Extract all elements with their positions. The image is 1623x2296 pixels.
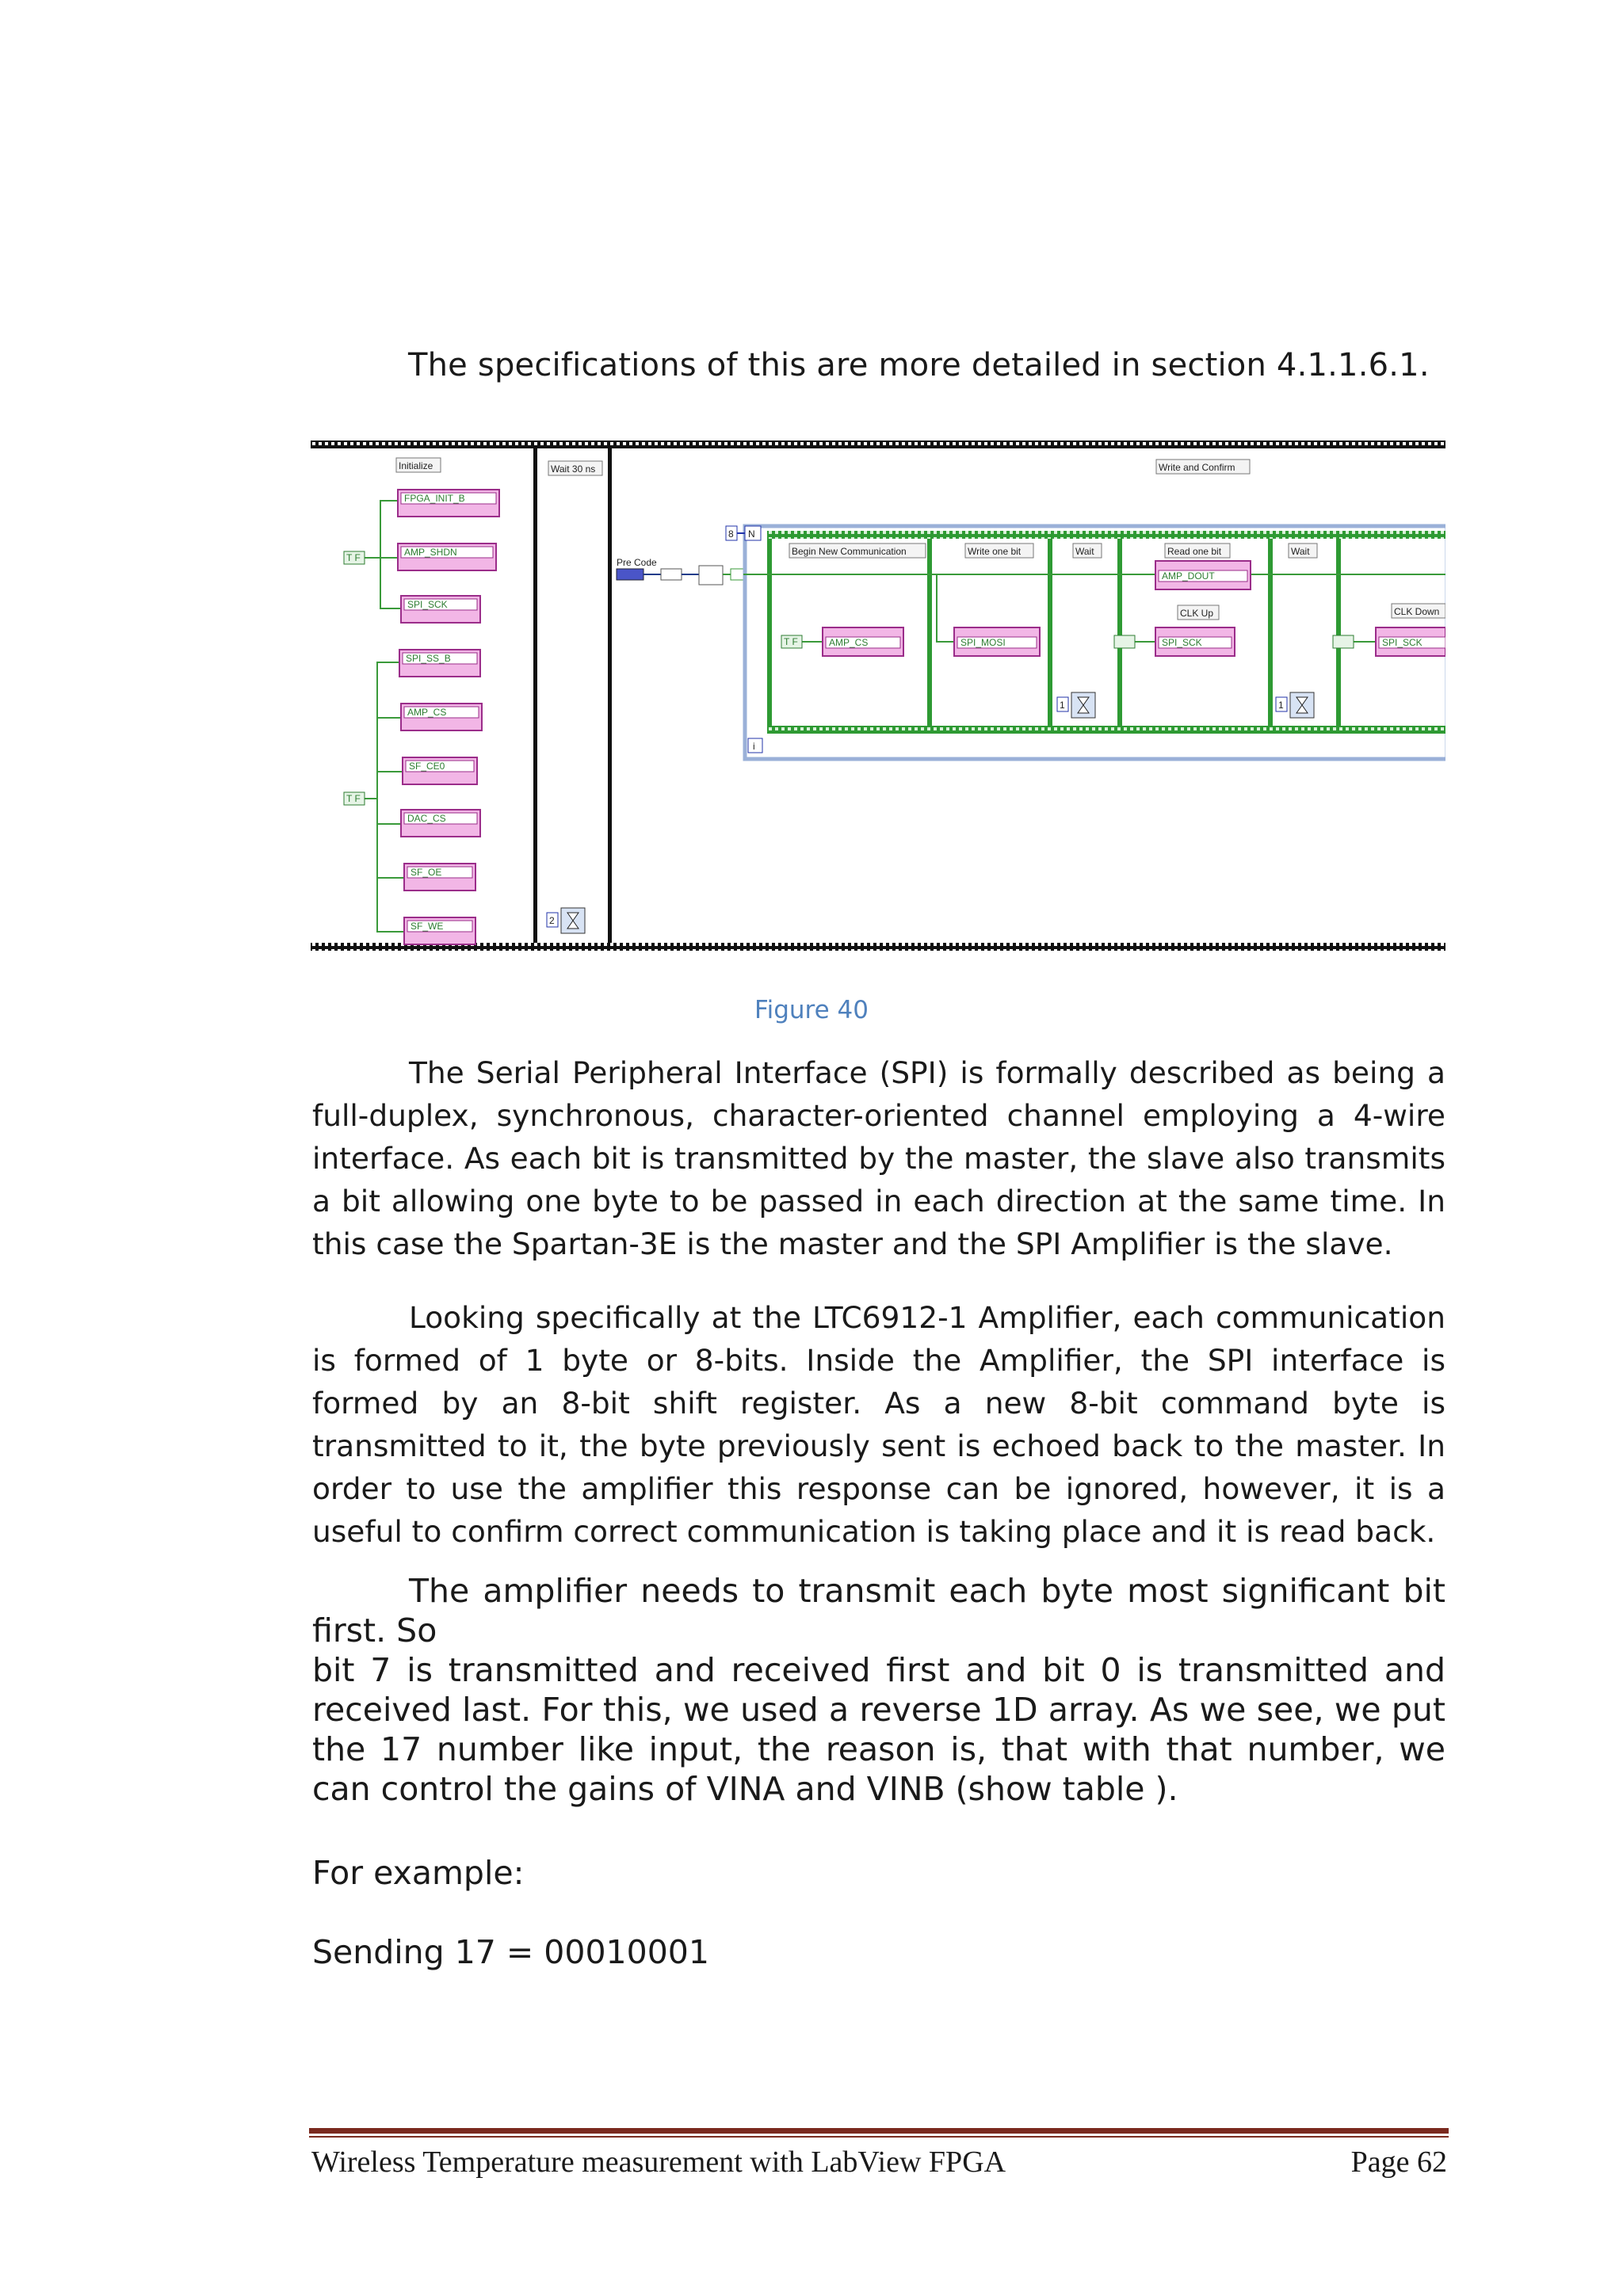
io-node-2: SPI_SCK [407,599,448,610]
frame-label-write-confirm: Write and Confirm [1159,462,1235,473]
inner-node-3: SPI_SCK [1162,637,1202,648]
true-constant-1: T F [346,552,361,563]
io-node-3: SPI_SS_B [406,653,451,664]
sequence-top-strip [311,441,1445,448]
loop-i: i [753,741,755,752]
io-node-1: AMP_SHDN [404,547,457,558]
page-number: Page 62 [1350,2145,1447,2179]
frame-divider-2 [608,448,612,943]
footer-rule [309,2128,1449,2134]
io-node-4: AMP_CS [407,707,447,718]
io-node-7: SF_OE [411,867,442,878]
false-constant: T F [346,793,361,804]
inner-node-1: SPI_MOSI [960,637,1006,648]
init-io-nodes [398,490,499,944]
inner-frame-label-1: Write one bit [968,546,1022,557]
inner-frame-label-3: Read one bit [1167,546,1222,557]
wait-constant-3: 1 [1278,700,1284,711]
inner-node-4: SPI_SCK [1382,637,1423,648]
pre-code-label: Pre Code [617,557,657,568]
paragraph-msb: The amplifier needs to transmit each byte most significant bit first. So bit 7 is transmitted and received first and bit 0 is transmitted and received last. For this, we used a reverse 1D array. As we see, we put the 17 number like input, the reason is, that with that number, we can control the gains of VINA and VINB (show table ). [312,1572,1445,1808]
sending-line: Sending 17 = 00010001 [312,1933,709,1971]
frame-label-wait: Wait 30 ns [551,463,596,475]
sequence-bottom-strip [311,943,1445,951]
inner-node-2: AMP_DOUT [1162,570,1215,582]
footer-rule-thin [309,2136,1449,2138]
loop-count: 8 [728,528,734,540]
inner-frame-label-0: Begin New Communication [792,546,907,557]
clk-up-label: CLK Up [1180,608,1214,619]
intro-text: The specifications of this are more detailed in section 4.1.1.6.1. [408,347,1430,383]
io-node-8: SF_WE [411,921,444,932]
inner-node-0: AMP_CS [829,637,869,648]
example-label: For example: [312,1854,525,1892]
inner-frame-label-4: Wait [1291,546,1310,557]
inner-frame-label-2: Wait [1075,546,1094,557]
loop-n: N [748,528,755,540]
wait-constant-2: 1 [1060,700,1065,711]
io-node-6: DAC_CS [407,813,446,824]
paragraph-spi: The Serial Peripheral Interface (SPI) is formally described as being a full-duplex, synchronous, character-oriented channel employing a 4-wire interface. As each bit is transmitted by the master, the slave also transmits a bit allowing one byte to be passed in each direction at the same time. In this case the Spartan-3E is the master and the SPI Amplifier is the slave. [312,1055,1445,1261]
clk-down-label: CLK Down [1394,606,1440,617]
footer-title: Wireless Temperature measurement with LabView FPGA [311,2145,1006,2179]
figure-caption: Figure 40 [754,996,869,1024]
frame-label-initialize: Initialize [399,460,433,471]
io-node-0: FPGA_INIT_B [404,493,465,504]
frame-divider-1 [533,448,537,943]
labview-block-diagram [311,441,1445,951]
wait-constant-1: 2 [549,915,555,926]
paragraph-ltc6912: Looking specifically at the LTC6912-1 Amplifier, each communication is formed of 1 byte or 8-bits. Inside the Amplifier, the SPI interface is formed by an 8-bit shift register. As a new 8-bit command byte is transmitted to it, the byte previously sent is echoed back to the master. In order to use the amplifier this response can be ignored, however, it is a useful to confirm correct communication is taking place and it is read back. [312,1300,1445,1549]
io-node-5: SF_CE0 [409,761,445,772]
true-constant-2: T F [784,636,798,647]
